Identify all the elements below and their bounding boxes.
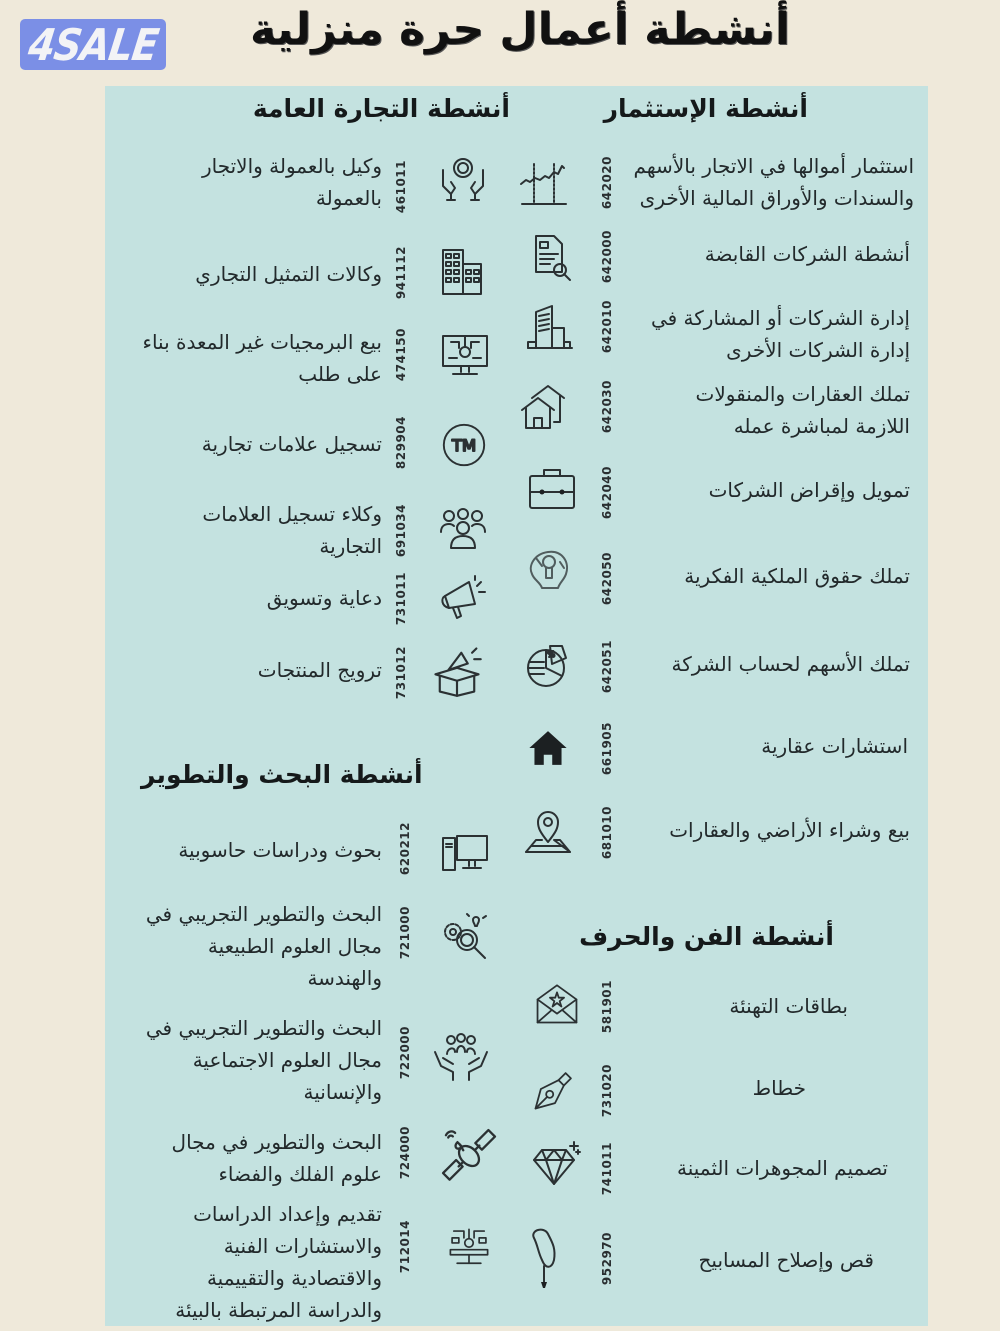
activity-code: 731012 <box>394 646 408 700</box>
activity-code: 642000 <box>600 230 614 284</box>
item-text: بيع وشراء الأراضي والعقارات <box>669 818 910 842</box>
diamond-icon <box>530 1138 582 1190</box>
item-text: تملك حقوق الملكية الفكرية <box>684 564 910 588</box>
item-text: استشارات عقارية <box>761 734 908 758</box>
pen-nib-icon <box>532 1066 578 1112</box>
activity-code: 741011 <box>600 1142 614 1196</box>
item-text: بيع البرمجيات غير المعدة بناء على طلب <box>142 330 382 386</box>
item-text: دعاية وتسويق <box>266 586 382 610</box>
right-column <box>508 86 928 1326</box>
section-title-general-trade: أنشطة التجارة العامة <box>252 94 510 123</box>
hands-percent-icon <box>437 154 489 206</box>
prayer-beads-icon <box>520 1226 572 1290</box>
pie-chart-percent-icon <box>522 640 574 692</box>
activity-code: 474150 <box>394 328 408 382</box>
activity-code: 642010 <box>600 300 614 354</box>
item-text: وكيل بالعمولة والاتجار بالعمولة <box>201 154 382 210</box>
idea-head-icon <box>524 544 576 596</box>
item-text: البحث والتطوير التجريبي في مجال العلوم الطبيعية والهندسة <box>145 902 382 990</box>
activity-code: 681010 <box>600 806 614 860</box>
activity-code: 642030 <box>600 380 614 434</box>
activity-code: 952970 <box>600 1232 614 1286</box>
gears-magnifier-icon <box>439 912 491 964</box>
item-text: وكلاء تسجيل العلامات التجارية <box>202 502 382 558</box>
page-title: أنشطة أعمال حرة منزلية <box>249 4 790 55</box>
desktop-computer-icon <box>439 828 491 880</box>
list-item <box>105 150 510 214</box>
item-text: قص وإصلاح المسابيح <box>698 1248 874 1272</box>
software-monitor-icon <box>439 330 491 382</box>
list-item <box>105 898 510 994</box>
home-icon <box>526 726 570 770</box>
network-monitor-icon <box>447 1226 491 1270</box>
activity-code: 581901 <box>600 980 614 1034</box>
list-item <box>508 550 928 606</box>
activity-code: 731020 <box>600 1064 614 1118</box>
item-text: بحوث ودراسات حاسوبية <box>178 838 382 862</box>
activity-code: 691034 <box>394 504 408 558</box>
satellite-icon <box>439 1126 499 1186</box>
activity-code: 721000 <box>398 906 412 960</box>
left-column <box>105 86 510 1326</box>
section-title-arts-crafts: أنشطة الفن والحرف <box>579 922 834 951</box>
list-item <box>508 638 928 694</box>
list-item <box>105 246 510 302</box>
item-text: البحث والتطوير التجريبي في مجال العلوم الاجتماعية والإنسانية <box>145 1016 382 1104</box>
list-item <box>508 722 928 778</box>
activity-code: 642050 <box>600 552 614 606</box>
item-text: تمويل وإقراض الشركات <box>708 478 910 502</box>
greeting-envelope-icon <box>534 980 580 1026</box>
section-title-investment: أنشطة الإستثمار <box>603 94 808 123</box>
item-text: خطاط <box>752 1076 806 1100</box>
list-item <box>508 302 928 366</box>
list-item <box>508 982 928 1038</box>
svg-text:TM: TM <box>451 435 477 455</box>
item-text: تسجيل علامات تجارية <box>201 432 382 456</box>
activity-code: 642051 <box>600 640 614 694</box>
list-item <box>508 378 928 442</box>
product-box-megaphone-icon <box>429 642 485 698</box>
list-item <box>508 230 928 292</box>
activity-code: 661905 <box>600 722 614 776</box>
activity-code: 642040 <box>600 466 614 520</box>
list-item <box>105 642 510 702</box>
item-text: تملك الأسهم لحساب الشركة <box>671 652 910 676</box>
item-text: استثمار أموالها في الاتجار بالأسهم والسندات والأوراق المالية الأخرى <box>633 154 914 210</box>
item-text: البحث والتطوير في مجال علوم الفلك والفضاء <box>171 1130 382 1186</box>
list-item <box>508 1144 928 1200</box>
activity-code: 724000 <box>398 1126 412 1180</box>
stock-chart-icon <box>518 158 570 210</box>
list-item <box>105 1126 510 1190</box>
megaphone-icon <box>437 574 489 626</box>
activity-code: 722000 <box>398 1026 412 1080</box>
item-text: أنشطة الشركات القابضة <box>704 242 910 266</box>
people-group-icon <box>437 502 489 554</box>
activity-code: 829904 <box>394 416 408 470</box>
list-item <box>105 1012 510 1108</box>
buildings-icon <box>437 246 489 298</box>
map-pin-icon <box>522 808 574 860</box>
activity-code: 941112 <box>394 246 408 300</box>
activity-code: 712014 <box>398 1220 412 1274</box>
document-search-icon <box>524 232 576 284</box>
list-item <box>105 570 510 630</box>
houses-icon <box>518 382 570 434</box>
item-text: تملك العقارات والمنقولات اللازمة لمباشرة عمله <box>695 382 910 438</box>
trademark-icon <box>439 420 489 470</box>
list-item <box>508 1064 928 1120</box>
list-item <box>105 1198 510 1326</box>
item-text: تقديم وإعداد الدراسات والاستشارات الفنية والاقتصادية والتقييمية والدراسة المرتبطة بالبيئة <box>175 1202 382 1322</box>
item-text: إدارة الشركات أو المشاركة في إدارة الشركات الأخرى <box>650 306 910 362</box>
briefcase-icon <box>526 464 578 516</box>
activity-code: 731011 <box>394 572 408 626</box>
list-item <box>508 464 928 520</box>
office-building-icon <box>524 302 576 354</box>
list-item <box>508 150 928 214</box>
hands-people-icon <box>431 1030 491 1086</box>
list-item <box>508 806 928 862</box>
activity-code: 461011 <box>394 160 408 214</box>
section-title-research-development: أنشطة البحث والتطوير <box>141 760 423 789</box>
item-text: وكالات التمثيل التجاري <box>195 262 382 286</box>
list-item <box>105 498 510 562</box>
list-item <box>105 416 510 476</box>
item-text: تصميم المجوهرات الثمينة <box>677 1156 888 1180</box>
item-text: بطاقات التهنئة <box>729 994 848 1018</box>
item-text: ترويج المنتجات <box>257 658 382 682</box>
activity-code: 642020 <box>600 156 614 210</box>
list-item <box>508 1226 928 1296</box>
svg-text:%: % <box>547 650 555 659</box>
activities-panel <box>105 86 928 1326</box>
brand-logo <box>20 19 166 70</box>
list-item <box>105 324 510 388</box>
logo-text: 4SALE <box>25 19 161 70</box>
activity-code: 620212 <box>398 822 412 876</box>
list-item <box>105 822 510 882</box>
